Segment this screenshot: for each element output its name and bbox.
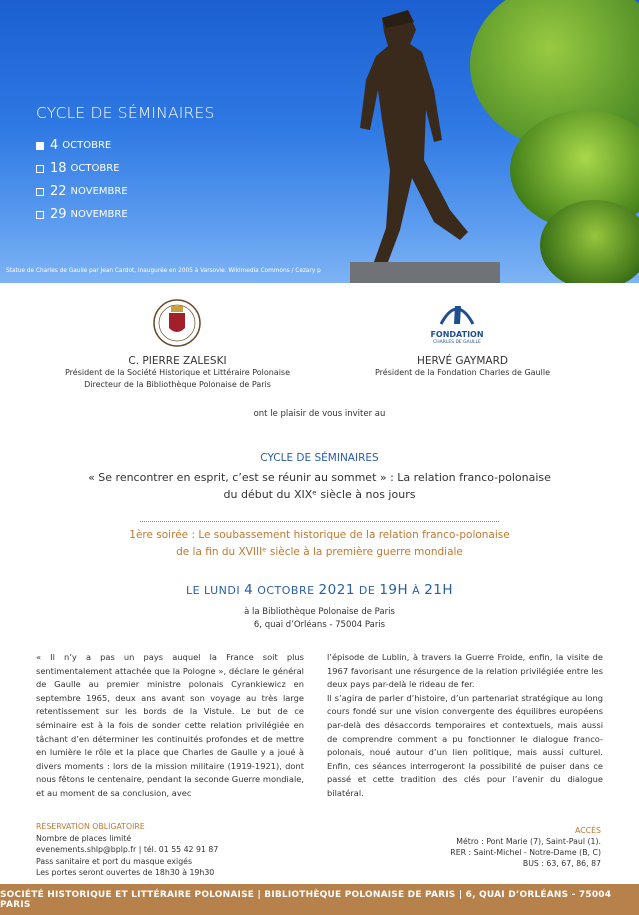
seminar-subtitle: « Se rencontrer en esprit, c’est se réunir au sommet » : La relation franco-polonaise du début du XIXᵉ siècle à nos jours	[88, 471, 551, 501]
statue-image	[330, 0, 530, 283]
signatory-name: HERVÉ GAYMARD	[417, 355, 508, 367]
access-title: ACCÈS	[575, 826, 601, 835]
reservation-title: RÉSERVATION OBLIGATOIRE	[36, 822, 145, 831]
photo-credit: Statue de Charles de Gaulle par Jean Cardot, inaugurée en 2005 à Varsovie. Wikimedia Commons / Cezary p	[6, 268, 321, 274]
empty-box-icon	[36, 188, 44, 196]
seminar-dates	[36, 134, 128, 226]
date-item: 18 OCTOBRE	[36, 157, 128, 180]
body-column-right: l’épisode de Lublin, à travers la Guerre Froide, enfin, la visite de 1967 favorisant une résurgence de la relation privilégiée entre les deux pays par-delà le rideau de fer. Il s’agira de parler d’histoire, d’un partenariat stratégique au long cours fondé sur une vision convergente des équilibres européens par-delà des désaccords temporaires et contextuels, mais aussi de comprendre comment a pu fonctionner le dialogue franco-polonais, noué autour d’un lien politique, mais aussi culturel. Enfin, ces séances interrogeront la possibilité de puiser dans ce passé et cette tradition des clés pour l’avenir du dialogue bilatéral.	[327, 652, 603, 798]
footer-bar: SOCIÉTÉ HISTORIQUE ET LITTÉRAIRE POLONAISE | BIBLIOTHÈQUE POLONAISE DE PARIS | 6, QUAI D’ORLÉANS - 75004 PARIS	[0, 884, 639, 915]
checked-box-icon	[36, 142, 44, 150]
empty-box-icon	[36, 165, 44, 173]
access-info: ACCÈS Métro : Pont Marie (7), Saint-Paul (1). RER : Saint-Michel - Notre-Dame (B, C) BUS : 63, 67, 86, 87	[450, 826, 601, 868]
divider	[140, 521, 499, 522]
signatory-gaymard: HERVÉ GAYMARD Président de la Fondation Charles de Gaulle	[340, 355, 585, 379]
empty-box-icon	[36, 211, 44, 219]
first-evening-theme: 1ère soirée : Le soubassement historique de la relation franco-polonaise de la fin du XVIIIᵉ siècle à la première guerre mondiale	[129, 529, 510, 558]
fondation-de-gaulle-logo: FONDATION CHARLES DE GAULLE	[427, 298, 487, 348]
signatory-name: C. PIERRE ZALESKI	[128, 355, 227, 367]
event-datetime: LE LUNDI 4 OCTOBRE 2021 DE 19H À 21H	[185, 582, 454, 598]
signatory-zaleski: C. PIERRE ZALESKI Président de la Société Historique et Littéraire Polonaise Directeur de la Bibliothèque Polonaise de Paris	[40, 355, 315, 391]
hero-banner	[0, 0, 639, 283]
event-venue: à la Bibliothèque Polonaise de Paris 6, quai d’Orléans - 75004 Paris	[244, 607, 395, 630]
shlp-seal-logo	[152, 298, 202, 348]
date-item: 22 NOVEMBRE	[36, 180, 128, 203]
contact-email-phone[interactable]: evenements.shlp@bplp.fr | tél. 01 55 42 91 87	[36, 845, 219, 855]
cycle-heading: CYCLE DE SÉMINAIRES	[260, 452, 379, 464]
body-column-left: « Il n’y a pas un pays auquel la France soit plus sentimentalement attachée que la Pologne », déclare le général de Gaulle au premier ministre polonais Cyrankiewicz en septembre 1965, deux ans avant son voyage au très large retentissement sur les bords de la Vistule. Le but de ce séminaire est à la fois de sonder cette relation privilégiée en tâchant d’en déterminer les continuités profondes et de mettre en lumière le rôle et la place que Charles de Gaulle y a joué à divers moments : lors de la mission militaire (1919-1921), dont nous fêtons le centenaire, pendant la seconde Guerre mondiale, et au moment de sa conclusion, avec	[36, 652, 304, 798]
invitation-line: ont le plaisir de vous inviter au	[253, 409, 386, 419]
date-item: 4 OCTOBRE	[36, 134, 128, 157]
date-item: 29 NOVEMBRE	[36, 203, 128, 226]
reservation-info: RÉSERVATION OBLIGATOIRE Nombre de places limité evenements.shlp@bplp.fr | tél. 01 55 42 91 87 Pass sanitaire et port du masque exigés Les portes seront ouvertes de 18h30 à 19h30	[36, 822, 219, 878]
hero-title: CYCLE DE SÉMINAIRES	[36, 104, 215, 122]
